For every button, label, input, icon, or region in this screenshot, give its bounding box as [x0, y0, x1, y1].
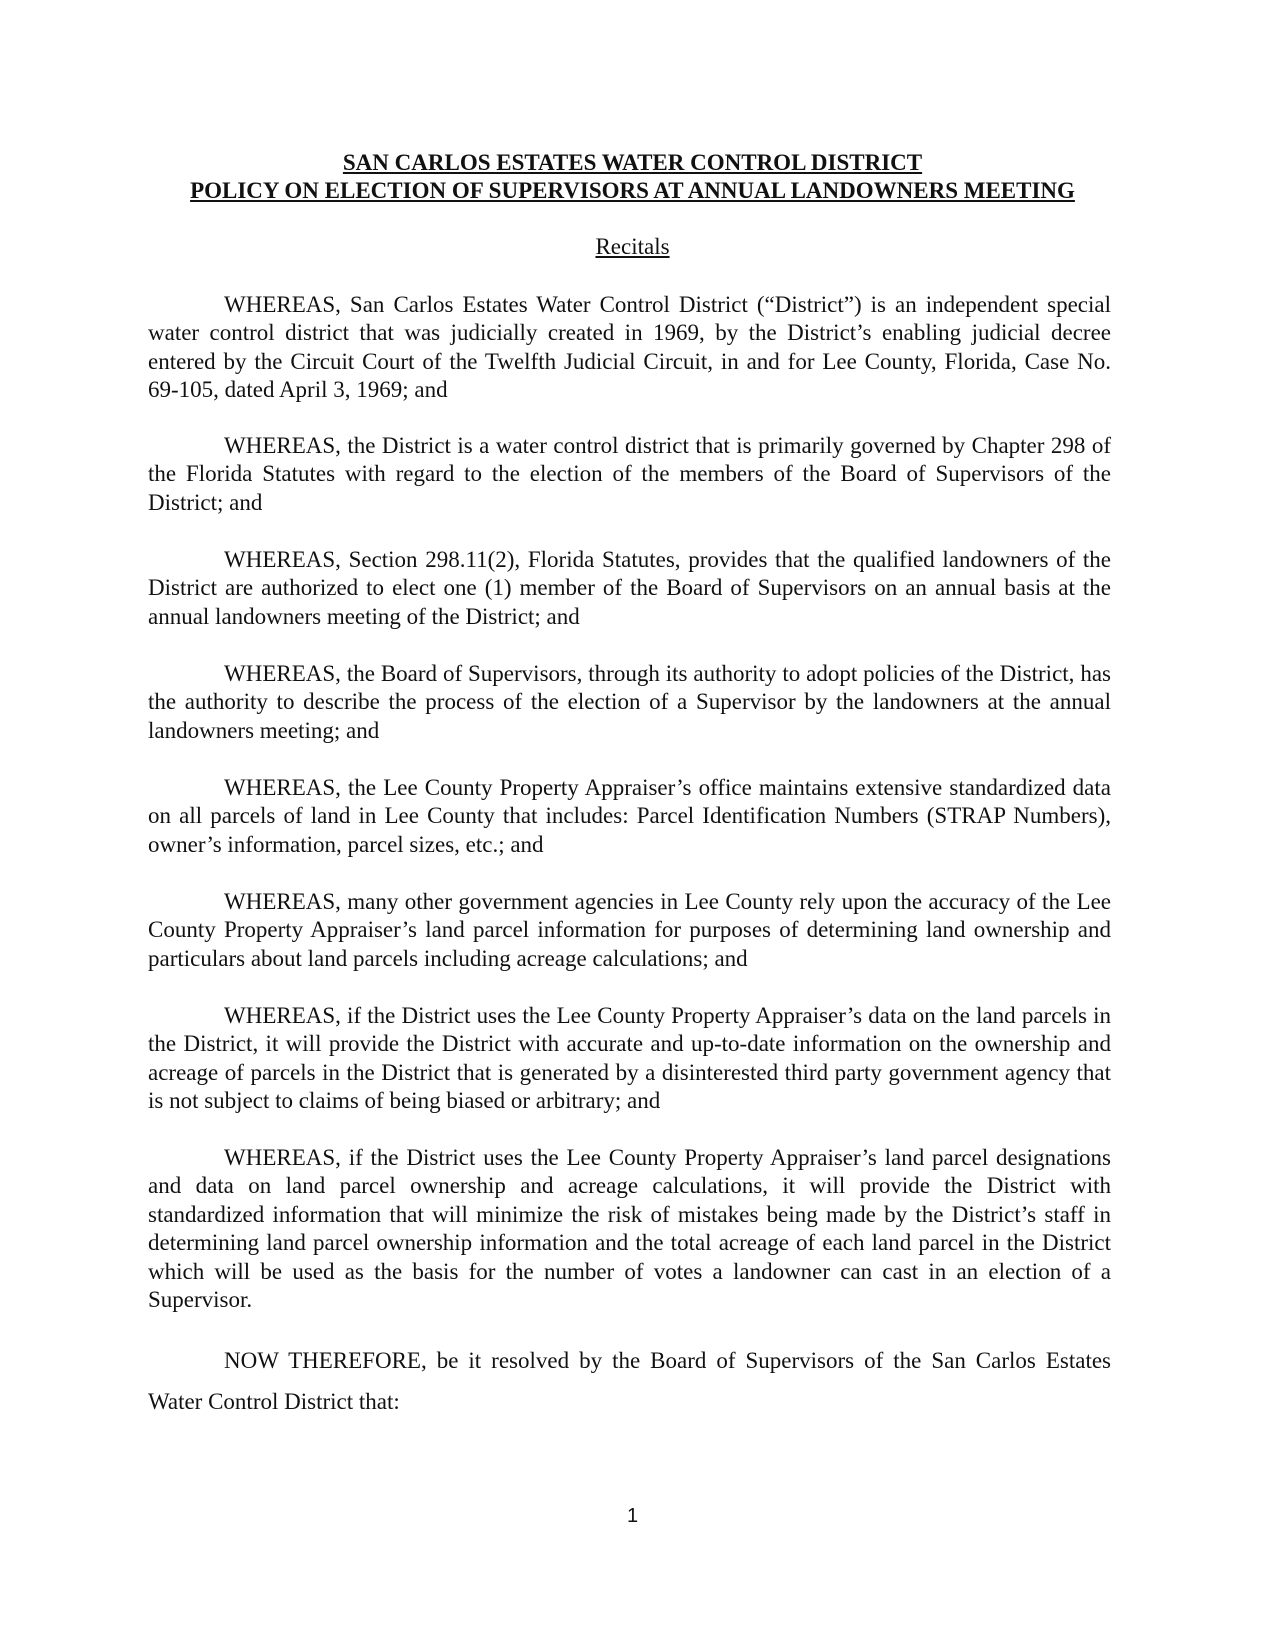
page-number: 1	[626, 1505, 639, 1527]
section-heading-recitals	[0, 232, 1265, 261]
recital-paragraph-3: WHEREAS, Section 298.11(2), Florida Statutes, provides that the qualified landowners of the District are authorized to elect one (1) member of the Board of Supervisors on an annual basis at the annual landowners meeting of the District; and	[148, 547, 1111, 629]
document-title-line-2-text: POLICY ON ELECTION OF SUPERVISORS AT ANNUAL LANDOWNERS MEETING	[190, 178, 1075, 203]
recital-paragraph-4: WHEREAS, the Board of Supervisors, through its authority to adopt policies of the District, has the authority to describe the process of the election of a Supervisor by the landowners at the annual landowners meeting; and	[148, 661, 1111, 743]
document-title-line-1	[0, 148, 1265, 177]
resolution-paragraph: NOW THEREFORE, be it resolved by the Board of Supervisors of the San Carlos Estates Water Control District that:	[148, 1348, 1111, 1414]
recital-paragraph-8: WHEREAS, if the District uses the Lee County Property Appraiser’s land parcel designations and data on land parcel ownership and acreage calculations, it will provide the District with standardized information that will minimize the risk of mistakes being made by the District’s staff in determining land parcel ownership information and the total acreage of each land parcel in the District which will be used as the basis for the number of votes a landowner can cast in an election of a Supervisor.	[148, 1145, 1111, 1313]
recital-paragraph-1: WHEREAS, San Carlos Estates Water Control District (“District”) is an independent special water control district that was judicially created in 1969, by the District’s enabling judicial decree entered by the Circuit Court of the Twelfth Judicial Circuit, in and for Lee County, Florida, Case No. 69-105, dated April 3, 1969; and	[148, 292, 1111, 403]
document-title-line-1-text: SAN CARLOS ESTATES WATER CONTROL DISTRICT	[342, 150, 923, 175]
section-heading-text: Recitals	[595, 234, 670, 259]
recital-paragraph-5: WHEREAS, the Lee County Property Appraiser’s office maintains extensive standardized data on all parcels of land in Lee County that includes: Parcel Identification Numbers (STRAP Numbers), owner’s information, parcel sizes, etc.; and	[148, 775, 1111, 857]
recital-paragraph-2: WHEREAS, the District is a water control district that is primarily governed by Chapter 298 of the Florida Statutes with regard to the election of the members of the Board of Supervisors of the District; and	[148, 433, 1111, 515]
recital-paragraph-6: WHEREAS, many other government agencies in Lee County rely upon the accuracy of the Lee County Property Appraiser’s land parcel information for purposes of determining land ownership and particulars about land parcels including acreage calculations; and	[148, 889, 1111, 971]
document-title-line-2	[0, 176, 1265, 205]
recital-paragraph-7: WHEREAS, if the District uses the Lee County Property Appraiser’s data on the land parcels in the District, it will provide the District with accurate and up-to-date information on the ownership and acreage of parcels in the District that is generated by a disinterested third party government agency that is not subject to claims of being biased or arbitrary; and	[148, 1003, 1111, 1114]
